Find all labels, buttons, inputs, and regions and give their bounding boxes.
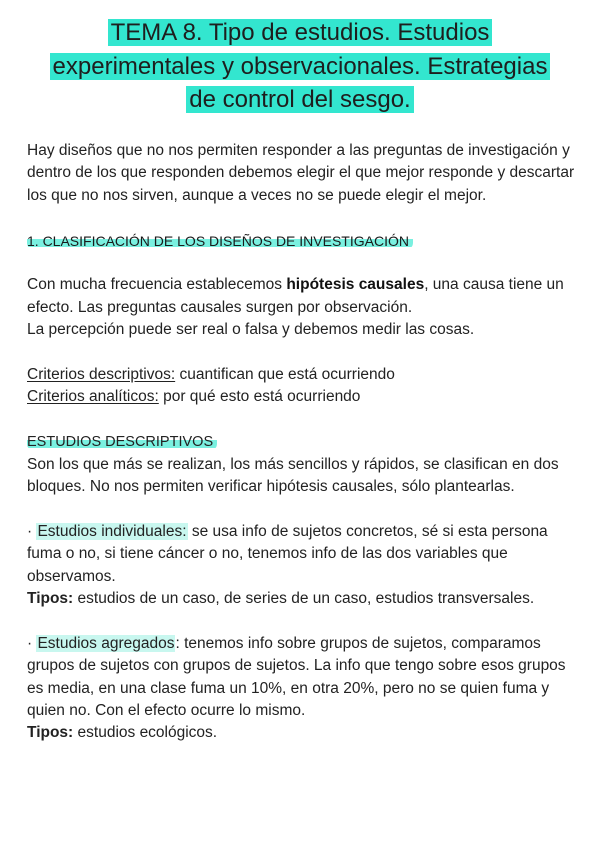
causal-hypothesis-term: hipótesis causales [286, 276, 425, 294]
criteria-descriptive-text: cuantifican que está ocurriendo [175, 366, 395, 384]
descriptive-intro: Son los que más se realizan, los más sencillos y rápidos, se clasifican en dos bloques. No nos permiten verificar hipótesis causales, sólo plantearlas. [27, 455, 559, 496]
aggregate-types-label: Tipos: [27, 724, 74, 742]
document-title [20, 16, 580, 117]
intro-paragraph: Hay diseños que no nos permiten responder a las preguntas de investigación y dentro de los que responden debemos elegir el que mejor responde y descartar los que no nos sirven, aunque a veces no se puede elegir el mejor. [27, 142, 575, 204]
criteria-descriptive [27, 364, 577, 386]
section-1-heading [27, 230, 577, 252]
bullet: · [27, 522, 37, 540]
causal-text-after: , una causa tiene un efecto. Las preguntas causales surgen por observación. [27, 276, 564, 316]
aggregate-studies-text: : tenemos info sobre grupos de sujetos, comparamos grupos de sujetos con grupos de sujetos. La info que tengo sobre esos grupos es media, en una clase fuma un 10%, en otra 20%, pero no se quien fuma y quien no. Con el efecto ocurre lo mismo. [27, 634, 566, 720]
individual-studies-label: Estudios individuales: [37, 522, 187, 540]
criteria-analytic-label: Criterios analíticos: [27, 388, 159, 406]
bullet: · [27, 634, 37, 652]
causal-hypothesis-paragraph [27, 274, 577, 319]
criteria-descriptive-label: Criterios descriptivos: [27, 366, 176, 384]
criteria-analytic-text: por qué esto está ocurriendo [158, 388, 361, 406]
aggregate-types-text: estudios ecológicos. [73, 724, 218, 742]
document-body [27, 140, 577, 745]
title-line-2: experimentales y observacionales. Estrategias [50, 53, 551, 80]
aggregate-studies-label: Estudios agregados [37, 634, 175, 652]
descriptive-studies-heading [27, 431, 577, 453]
aggregate-types [27, 722, 577, 744]
criteria-analytic [27, 386, 577, 408]
aggregate-studies-paragraph [27, 633, 577, 723]
descriptive-studies-heading-text: ESTUDIOS DESCRIPTIVOS [27, 434, 217, 450]
individual-studies-text: se usa info de sujetos concretos, sé si esta persona fuma o no, si tiene cáncer o no, tenemos info de las dos variables que observamos. [27, 522, 548, 585]
individual-studies-paragraph [27, 521, 577, 588]
individual-types [27, 588, 577, 610]
title-line-3: de control del sesgo. [186, 86, 413, 113]
perception-paragraph: La percepción puede ser real o falsa y debemos medir las cosas. [27, 321, 475, 339]
individual-types-label: Tipos: [27, 590, 74, 608]
individual-types-text: estudios de un caso, de series de un caso, estudios transversales. [73, 590, 535, 608]
causal-text-before: Con mucha frecuencia establecemos [27, 276, 287, 294]
title-line-1: TEMA 8. Tipo de estudios. Estudios [108, 19, 493, 46]
section-1-heading-text: 1. CLASIFICACIÓN DE LOS DISEÑOS DE INVESTIGACIÓN [27, 233, 413, 249]
